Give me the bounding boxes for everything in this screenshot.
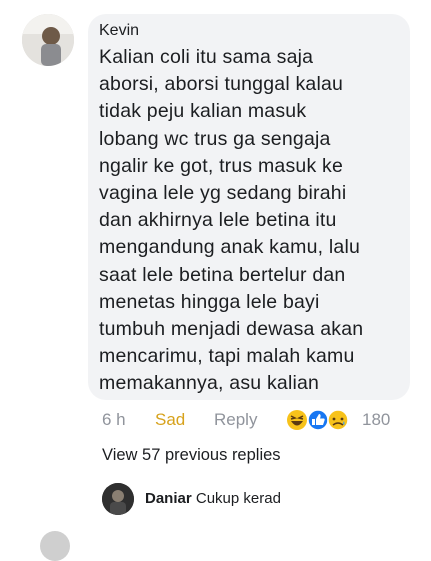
reply-avatar[interactable] xyxy=(102,483,134,515)
sad-reaction-button[interactable]: Sad xyxy=(155,410,186,429)
comment-text xyxy=(99,44,409,398)
haha-icon xyxy=(287,410,307,430)
comment-line: tumbuh menjadi dewasa akan xyxy=(99,318,364,341)
comment-line: tidak peju kalian masuk xyxy=(99,100,307,123)
comment-line: memakannya, asu kalian xyxy=(99,372,320,395)
comment-line: dan akhirnya lele betina itu xyxy=(99,209,337,232)
latest-reply xyxy=(145,490,281,507)
comment-line: saat lele betina bertelur dan xyxy=(99,263,346,286)
comment-line: menetas hingga lele bayi xyxy=(99,290,320,313)
reply-text: Cukup kerad xyxy=(195,490,281,507)
comment-timestamp: 6 h xyxy=(102,410,126,429)
comment-line: Kalian coli itu sama saja xyxy=(99,46,314,68)
comment-line: aborsi, aborsi tunggal kalau xyxy=(99,73,344,96)
comment-line: vagina lele yg sedang birahi xyxy=(99,182,347,205)
comment-line: lobang wc trus ga sengaja xyxy=(99,127,331,150)
reaction-count[interactable]: 180 xyxy=(362,410,391,429)
reply-button[interactable]: Reply xyxy=(214,410,258,429)
comment-author[interactable]: Kevin xyxy=(99,22,140,39)
comment-line: ngalir ke got, trus masuk ke xyxy=(99,154,344,177)
reply-author[interactable]: Daniar xyxy=(145,490,192,507)
sad-icon xyxy=(328,410,348,430)
commenter-avatar[interactable] xyxy=(22,14,74,66)
comment-line: mengandung anak kamu, lalu xyxy=(99,236,361,259)
next-comment-avatar[interactable] xyxy=(40,531,70,561)
comment-line: mencarimu, tapi malah kamu xyxy=(99,345,355,368)
view-previous-replies-link[interactable]: View 57 previous replies xyxy=(102,446,281,464)
like-icon xyxy=(308,410,328,430)
reaction-summary[interactable] xyxy=(286,408,356,432)
